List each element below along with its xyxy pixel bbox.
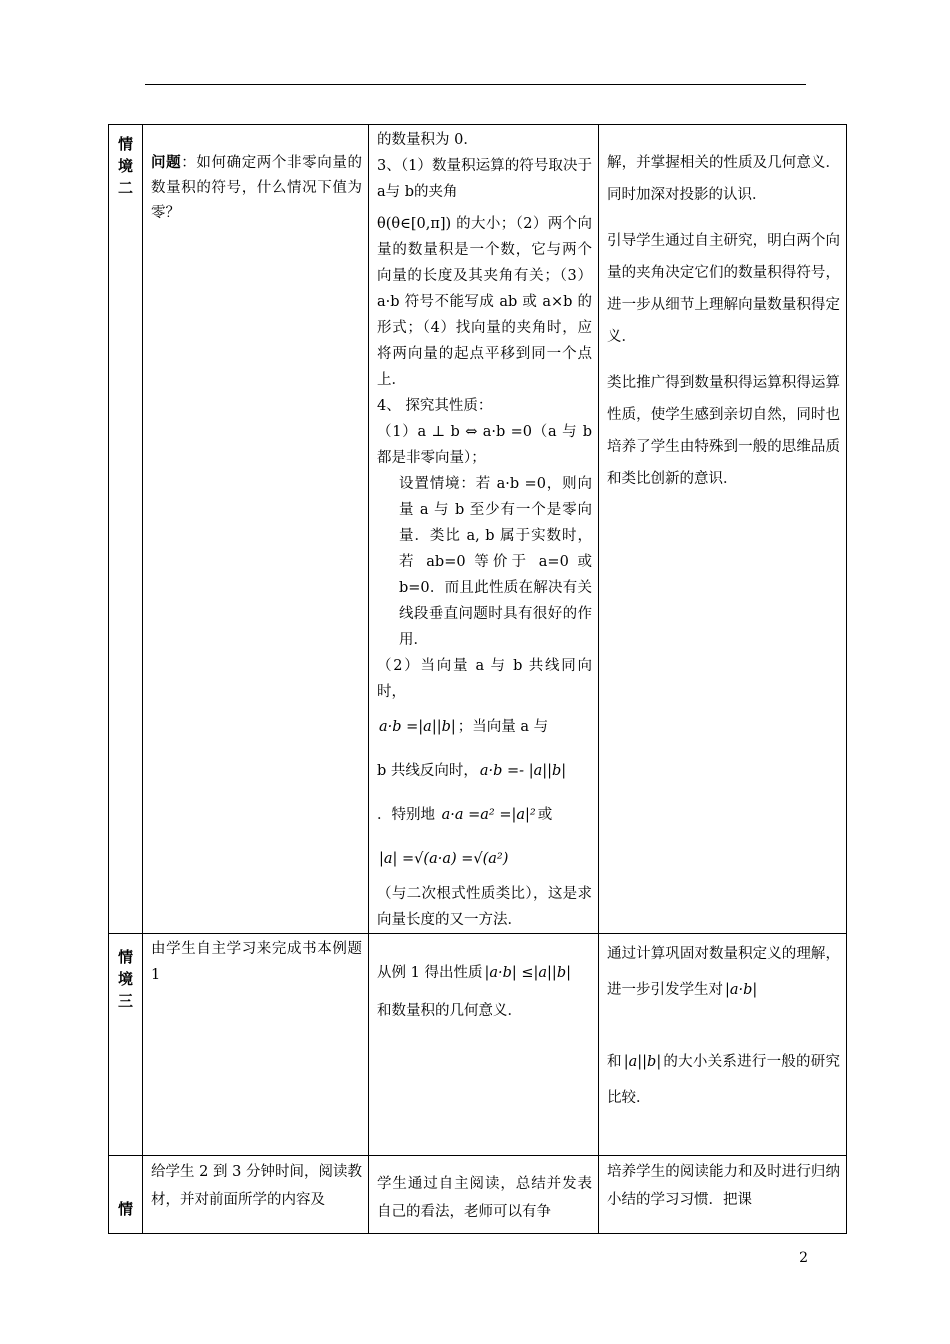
intent-b: 和 — [607, 1054, 622, 1070]
row-label-cell — [109, 125, 143, 934]
content-p1: 的数量积为 0． — [377, 132, 478, 148]
question-text: ：如何确定两个非零向量的数量积的符号，什么情况下值为零？ — [151, 155, 363, 221]
row-label — [109, 934, 142, 1012]
question-prefix: 问题 — [151, 154, 182, 171]
formula-row-2 — [377, 749, 592, 793]
formula-self-product: a·a =a² =|a|² — [441, 807, 536, 823]
content-p4: 4、 探究其性质： — [377, 398, 493, 414]
header-rule — [145, 84, 806, 85]
activity-text — [143, 125, 368, 226]
activity-cell — [143, 125, 369, 934]
formula-product-norms: |a||b| — [623, 1054, 662, 1070]
formula-inequality: |a·b| ≤|a||b| — [484, 965, 571, 981]
content-p12: （与二次根式性质类比），这是求向量长度的又一方法． — [377, 886, 592, 928]
formula-length: |a| =√(a·a) =√(a²) — [379, 851, 509, 867]
intent-a: 通过计算巩固对数量积定义的理解，进一步引发学生对 — [607, 946, 840, 998]
intent-cell — [599, 125, 847, 934]
label-char: 情 — [117, 135, 133, 153]
content-p2: 3、（1）数量积运算的符号取决于 a与 b的夹角 — [377, 158, 592, 200]
table-row-situation-4 — [109, 1156, 847, 1234]
page-number: 2 — [799, 1250, 808, 1266]
intent-p3: 类比推广得到数量积得运算积得运算性质，使学生感到亲切自然，同时也培养了学生由特殊到一般的思维品质和类比创新的意识． — [607, 375, 840, 487]
label-char: 境 — [117, 970, 133, 988]
label-char: 情 — [117, 948, 133, 966]
intent-cell — [599, 1156, 847, 1234]
activity-cell — [143, 934, 369, 1156]
intent-p2: 引导学生通过自主研究，明白两个向量的夹角决定它们的数量积得符号，进一步从细节上理解向量数量积得定义． — [607, 233, 840, 345]
formula-row-4 — [377, 837, 592, 881]
intent-text: 培养学生的阅读能力和及时进行归纳小结的学习习惯．把课 — [607, 1164, 840, 1208]
intent-text — [599, 934, 846, 1116]
intent-cell — [599, 934, 847, 1156]
content-b: 和数量积的几何意义． — [377, 1003, 522, 1019]
intent-c: 的大小关系进行一般的研究比较． — [607, 1054, 841, 1106]
content-cell — [369, 125, 599, 934]
formula-row-1 — [377, 705, 592, 749]
intent-text — [599, 125, 846, 495]
row-label-cell — [109, 1156, 143, 1234]
table-row-situation-2 — [109, 125, 847, 934]
content-text — [369, 125, 598, 933]
content-a: 从例 1 得出性质 — [377, 965, 483, 981]
content-text: 学生通过自主阅读，总结并发表自己的看法，老师可以有争 — [377, 1176, 592, 1220]
content-text — [369, 934, 598, 1030]
content-cell — [369, 1156, 599, 1234]
formula-opposite-direction: a·b =- |a||b| — [479, 763, 567, 779]
formula-abs-dot: |a·b| — [725, 982, 758, 998]
content-p11: 或 — [537, 807, 553, 823]
content-p7: （2）当向量 a 与 b 共线同向时， — [377, 658, 592, 700]
intent-p1: 解，并掌握相关的性质及几何意义．同时加深对投影的认识． — [607, 155, 840, 203]
formula-row-3 — [377, 793, 592, 837]
lesson-plan-table — [108, 124, 847, 1234]
label-char: 二 — [117, 179, 133, 197]
content-p8: ；当向量 a 与 — [457, 719, 549, 735]
content-cell — [369, 934, 599, 1156]
activity-text: 给学生 2 到 3 分钟时间，阅读教材，并对前面所学的内容及 — [151, 1164, 362, 1208]
formula-same-direction: a·b =|a||b| — [379, 719, 456, 735]
activity-text: 由学生自主学习来完成书本例题 1 — [151, 941, 362, 983]
content-p10: ．特别地 — [377, 807, 435, 823]
row-label-cell — [109, 934, 143, 1156]
label-char: 情 — [117, 1200, 133, 1218]
label-char: 三 — [117, 992, 133, 1010]
activity-cell — [143, 1156, 369, 1234]
content-p5: （1）a ⊥ b ⇔ a·b =0（a 与 b 都是非零向量）； — [377, 424, 592, 466]
row-label — [109, 125, 142, 199]
row-label — [109, 1156, 142, 1220]
content-p3: θ(θ∈[0,π]) 的大小；（2）两个向量的数量积是一个数，它与两个向量的长度及其夹角有关；（3）a·b 符号不能写成 ab 或 a×b 的形式；（4）找向量的夹角时，应将两向量的起点平移到同一个点上． — [377, 216, 592, 388]
content-p9: b 共线反向时， — [377, 763, 478, 779]
content-p6: 设置情境：若 a·b =0，则向量 a 与 b 至少有一个是零向量．类比 a, b 属于实数时，若 ab=0 等价于 a=0 或 b=0．而且此性质在解决有关线段垂直问题时具有很好的作用． — [399, 476, 592, 648]
label-char: 境 — [117, 157, 133, 175]
table-row-situation-3 — [109, 934, 847, 1156]
